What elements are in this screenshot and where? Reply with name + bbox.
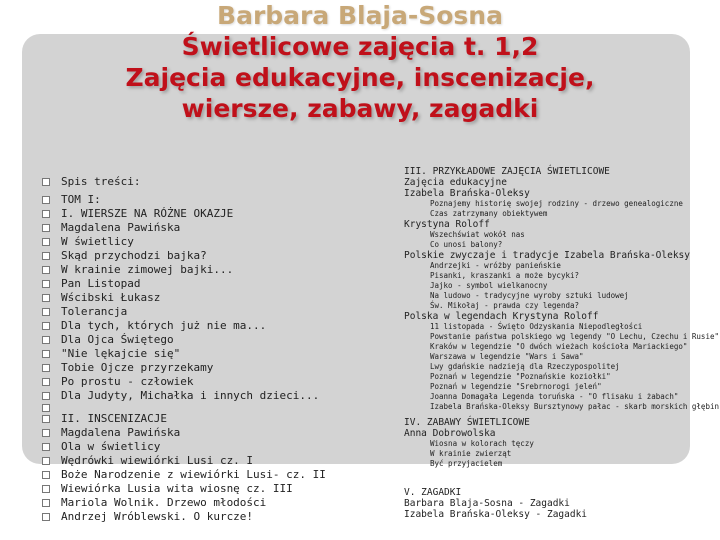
bullet-icon: [42, 471, 50, 479]
list-item: Poznań w legendzie "Srebrnorogi jeleń": [430, 382, 602, 391]
bullet-icon: [42, 294, 50, 302]
bullet-icon: [42, 238, 50, 246]
list-item: [42, 347, 392, 361]
bullet-icon: [42, 415, 50, 423]
bullet-icon: [42, 252, 50, 260]
section3-title: III. PRZYKŁADOWE ZAJĘCIA ŚWIETLICOWE: [404, 166, 610, 177]
list-item: Poznań w legendzie "Poznańskie koziołki": [430, 372, 611, 381]
list-item: Czas zatrzymany obiektywem: [430, 209, 548, 218]
list-item-text: W krainie zimowej bajki...: [61, 263, 234, 276]
bullet-icon: [42, 392, 50, 400]
list-item: [42, 375, 392, 389]
list-item-text: I. WIERSZE NA RÓŻNE OKAZJE: [61, 207, 234, 220]
toc-left-column: [42, 171, 392, 524]
bullet-icon: [42, 266, 50, 274]
list-item: [42, 496, 392, 510]
bullet-icon: [42, 457, 50, 465]
section4-title: IV. ZABAWY ŚWIETLICOWE: [404, 417, 530, 428]
title-author: Barbara Blaja-Sosna: [217, 1, 503, 30]
toc-heading: Spis treści:: [61, 175, 141, 188]
bullet-icon: [42, 224, 50, 232]
bullet-icon: [42, 178, 50, 186]
section3-author: Izabela Brańska-Oleksy: [404, 188, 530, 199]
list-item-text: Tobie Ojcze przyrzekamy: [61, 361, 214, 374]
list-item: Powstanie państwa polskiego wg legendy "O Lechu, Czechu i Rusie": [430, 332, 719, 341]
list-item: Być przyjacielem: [430, 459, 503, 468]
list-item: [42, 426, 392, 440]
section3-legends-heading: Polska w legendach Krystyna Roloff: [404, 311, 599, 322]
list-item: Poznajemy historię swojej rodziny - drzewo genealogiczne: [430, 199, 683, 208]
bullet-icon: [42, 196, 50, 204]
bullet-icon: [42, 280, 50, 288]
list-item: [42, 510, 392, 524]
section3-subtitle: Zajęcia edukacyjne: [404, 177, 507, 188]
list-item-text: Mariola Wolnik. Drzewo młodości: [61, 496, 267, 509]
section5-title: V. ZAGADKI: [404, 487, 462, 498]
bullet-icon: [42, 378, 50, 386]
list-item: Na ludowo - tradycyjne wyroby sztuki ludowej: [430, 291, 629, 300]
bullet-icon: [42, 404, 50, 412]
list-item: [42, 221, 392, 235]
list-item: Pisanki, kraszanki a może bycyki?: [430, 271, 580, 280]
section5-line: Izabela Brańska-Oleksy - Zagadki: [404, 509, 588, 520]
list-item: [42, 263, 392, 277]
list-item: Izabela Brańska-Oleksy Bursztynowy pałac - skarb morskich głębin: [430, 402, 719, 411]
list-item-text: Boże Narodzenie z wiewiórki Lusi- cz. II: [61, 468, 326, 481]
list-item-text: Po prostu - człowiek: [61, 375, 194, 388]
list-item: Św. Mikołaj - prawda czy legenda?: [430, 301, 580, 310]
section3-folk-heading: Polskie zwyczaje i tradycje Izabela Brańska-Oleksy: [404, 250, 690, 261]
bullet-icon: [42, 429, 50, 437]
list-item: Kraków w legendzie "O dwóch wieżach kościoła Mariackiego": [430, 342, 688, 351]
section4-author: Anna Dobrowolska: [404, 428, 496, 439]
bullet-icon: [42, 485, 50, 493]
bullet-icon: [42, 322, 50, 330]
list-item: Lwy gdańskie nadzieją dla Rzeczypospolitej: [430, 362, 620, 371]
list-item-text: Dla tych, których już nie ma...: [61, 319, 267, 332]
list-item: [42, 249, 392, 263]
list-item-text: Dla Ojca Świętego: [61, 333, 174, 346]
list-item: [42, 319, 392, 333]
list-item: Joanna Domagała Legenda toruńska - "O flisaku i żabach": [430, 392, 679, 401]
list-item: Co unosi balony?: [430, 240, 503, 249]
slide-title: [0, 0, 720, 124]
list-item: [42, 333, 392, 347]
list-item: [42, 235, 392, 249]
list-item: [42, 412, 392, 426]
list-item: [42, 171, 392, 193]
bullet-icon: [42, 513, 50, 521]
list-item-text: "Nie lękajcie się": [61, 347, 181, 360]
list-item: 11 listopada - Święto Odzyskania Niepodległości: [430, 322, 643, 331]
list-item: [42, 291, 392, 305]
list-item: [42, 482, 392, 496]
section2-header: II. INSCENIZACJE: [61, 412, 167, 425]
list-item: [42, 389, 392, 403]
list-item-text: Ola w świetlicy: [61, 440, 161, 453]
title-line-3: wiersze, zabawy, zagadki: [181, 94, 539, 123]
list-item: [42, 277, 392, 291]
toc-right-column: [404, 166, 719, 520]
list-item-text: Andrzej Wróblewski. O kurcze!: [61, 510, 254, 523]
list-item: Wiosna w kolorach tęczy: [430, 439, 534, 448]
list-item: Wszechświat wokół nas: [430, 230, 525, 239]
bullet-icon: [42, 336, 50, 344]
list-item-text: Magdalena Pawińska: [61, 221, 181, 234]
list-item-text: Skąd przychodzi bajka?: [61, 249, 207, 262]
tom1-header: TOM I:: [61, 193, 101, 206]
bullet-icon: [42, 308, 50, 316]
section5-line: Barbara Blaja-Sosna - Zagadki: [404, 498, 570, 509]
bullet-icon: [42, 499, 50, 507]
list-item-text: Dla Judyty, Michałka i innych dzieci...: [61, 389, 320, 402]
list-item: [42, 440, 392, 454]
list-item-text: Wędrówki wiewiórki Lusi cz. I: [61, 454, 254, 467]
list-item: [42, 305, 392, 319]
list-item-empty: [42, 403, 392, 412]
list-item: Andrzejki - wróżby panieńskie: [430, 261, 561, 270]
list-item: [42, 454, 392, 468]
list-item: [42, 468, 392, 482]
section3-author: Krystyna Roloff: [404, 219, 490, 230]
list-item-text: Magdalena Pawińska: [61, 426, 181, 439]
bullet-icon: [42, 210, 50, 218]
list-item-text: Wiewiórka Lusia wita wiosnę cz. III: [61, 482, 293, 495]
bullet-icon: [42, 350, 50, 358]
list-item: W krainie zwierząt: [430, 449, 512, 458]
bullet-icon: [42, 443, 50, 451]
list-item: Warszawa w legendzie "Wars i Sawa": [430, 352, 584, 361]
list-item-text: W świetlicy: [61, 235, 134, 248]
title-line-1: Świetlicowe zajęcia t. 1,2: [181, 32, 539, 61]
title-line-2: Zajęcia edukacyjne, inscenizacje,: [125, 63, 595, 92]
list-item: [42, 207, 392, 221]
list-item-text: Wścibski Łukasz: [61, 291, 161, 304]
list-item-text: Tolerancja: [61, 305, 128, 318]
list-item: [42, 361, 392, 375]
list-item: Jajko - symbol wielkanocny: [430, 281, 548, 290]
list-item: [42, 193, 392, 207]
bullet-icon: [42, 364, 50, 372]
list-item-text: Pan Listopad: [61, 277, 141, 290]
